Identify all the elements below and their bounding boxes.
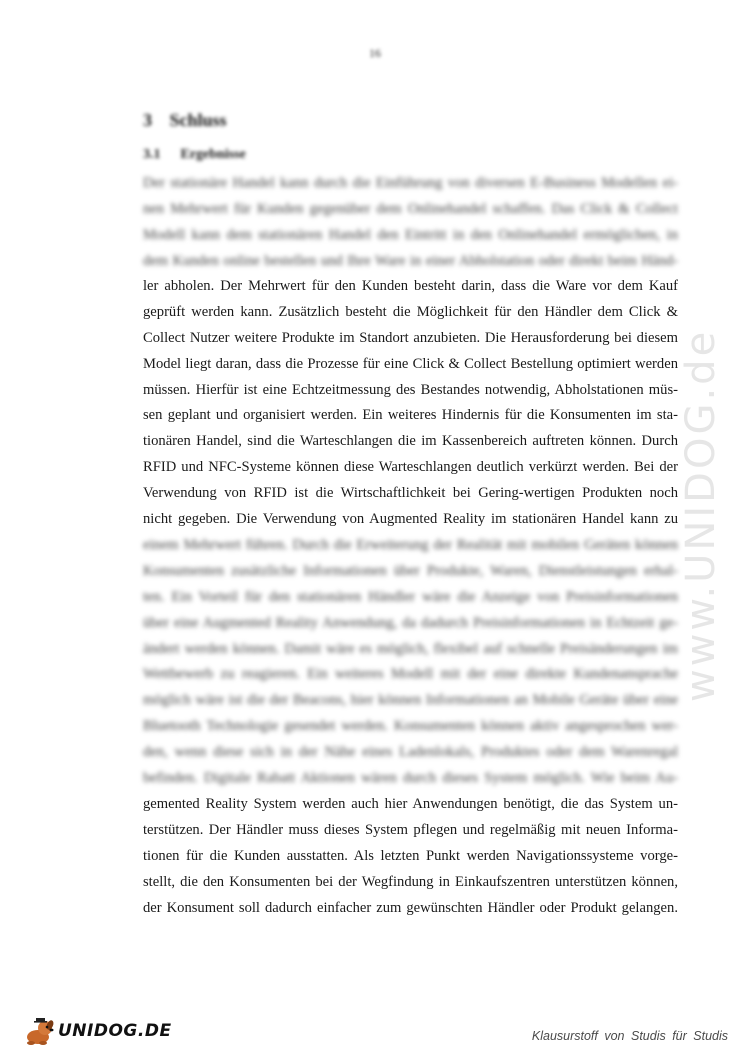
watermark: www.UNIDOG.de <box>678 328 724 702</box>
text-line: den, wenn diese sich in der Nähe eines Ladenlokals, Produktes oder dem Warenregal <box>143 744 678 761</box>
visible-paragraph-part-1 <box>143 274 678 533</box>
text-line: müssen. Hierfür ist eine Echtzeitmessung des Bestandes notwendig, Abholstationen müs- <box>143 381 678 398</box>
unidog-logo[interactable] <box>22 1016 172 1046</box>
text-line: stellt, die den Konsumenten bei der Wegfindung in Einkaufszentren unterstützen können, <box>143 873 678 890</box>
footer-slogan: Klausurstoff von Studis für Studis <box>531 1029 728 1043</box>
text-line: geprüft werden kann. Zusätzlich besteht die Möglichkeit für den Händler dem Click & <box>143 303 678 320</box>
text-line: einem Mehrwert führen. Durch die Erweiterung der Realität mit mobilen Geräten können <box>143 537 678 553</box>
chapter-number: 3 <box>143 110 152 130</box>
text-line: gemented Reality System werden auch hier Anwendungen benötigt, die das System un- <box>143 796 678 812</box>
section-number: 3.1 <box>143 147 161 162</box>
text-line: der Konsument soll dadurch einfacher zum gewünschten Händler oder Produkt gelangen. <box>143 899 678 916</box>
text-line: über eine Augmented Reality Anwendung, da dadurch Preisinformationen in Echtzeit ge- <box>143 614 678 631</box>
text-line: Wettbewerb zu reagieren. Ein weiteres Modell mit der eine direkte Kundenansprache <box>143 666 678 683</box>
text-line: nen Mehrwert für Kunden gegenüber dem Onlinehandel schaffen. Das Click & Collect <box>143 200 678 217</box>
blurred-intro-paragraph <box>143 171 678 275</box>
logo-text: UNIDOG.DE <box>58 1021 172 1041</box>
text-line: nicht gegeben. Die Verwendung von Augmented Reality im stationären Handel kann zu <box>143 511 678 528</box>
text-line: Konsumenten zusätzliche Informationen über Produkte, Waren, Dienstleistungen erhal- <box>143 562 678 579</box>
text-line: Collect Nutzer weitere Produkte im Standort anzubieten. Die Herausforderung bei diesem <box>143 329 678 346</box>
section-heading <box>143 147 246 163</box>
chapter-heading <box>143 110 227 131</box>
text-line: Modell kann dem stationären Handel den Eintritt in den Onlinehandel ermöglichen, in <box>143 226 678 243</box>
chapter-title: Schluss <box>169 110 227 130</box>
text-line: Model liegt daran, dass die Prozesse für eine Click & Collect Bestellung optimiert werden <box>143 355 678 372</box>
text-line: dem Kunden online bestellen und Ihre Ware in einer Abholstation oder direkt beim Händ- <box>143 252 678 269</box>
text-line: tionären Handel, sind die Warteschlangen die im Kassenbereich auftreten können. Durch <box>143 433 678 450</box>
text-line: ler abholen. Der Mehrwert für den Kunden besteht darin, dass die Ware vor dem Kauf <box>143 278 678 294</box>
text-line: tionen für die Kunden ausstatten. Als letzten Punkt werden Navigationssysteme vorge- <box>143 847 678 864</box>
text-line: ten. Ein Vorteil für den stationären Händler wäre die Anzeige von Preisinformationen <box>143 588 678 605</box>
dog-mascot-icon <box>22 1016 56 1046</box>
text-line: möglich wäre ist die der Beacons, hier können Informationen an Mobile Geräte über eine <box>143 692 678 709</box>
text-line: Verwendung von RFID ist die Wirtschaftlichkeit bei Gering-wertigen Produkten noch <box>143 485 678 502</box>
text-line: sen geplant und organisiert werden. Ein weiteres Hindernis für die Konsumenten im sta- <box>143 407 678 424</box>
page-number: 16 <box>369 46 381 60</box>
text-line: Bluetooth Technologie gesendet werden. Konsumenten können aktiv angesprochen wer- <box>143 718 678 735</box>
text-line: RFID und NFC-Systeme können diese Warteschlangen deutlich verkürzt werden. Bei der <box>143 459 678 476</box>
section-title: Ergebnisse <box>180 147 246 162</box>
text-line: ändert werden können. Damit wäre es möglich, flexibel auf schnelle Preisänderungen im <box>143 640 678 657</box>
text-line: befinden. Digitale Rabatt Aktionen wären durch dieses System möglich. Wie beim Au- <box>143 770 678 787</box>
visible-paragraph-part-2 <box>143 792 678 921</box>
blurred-middle-paragraph <box>143 533 678 792</box>
text-line: terstützen. Der Händler muss dieses System pflegen und regelmäßig mit neuen Informa- <box>143 821 678 838</box>
text-line: Der stationäre Handel kann durch die Einführung von diversen E-Business Modellen ei- <box>143 175 678 191</box>
